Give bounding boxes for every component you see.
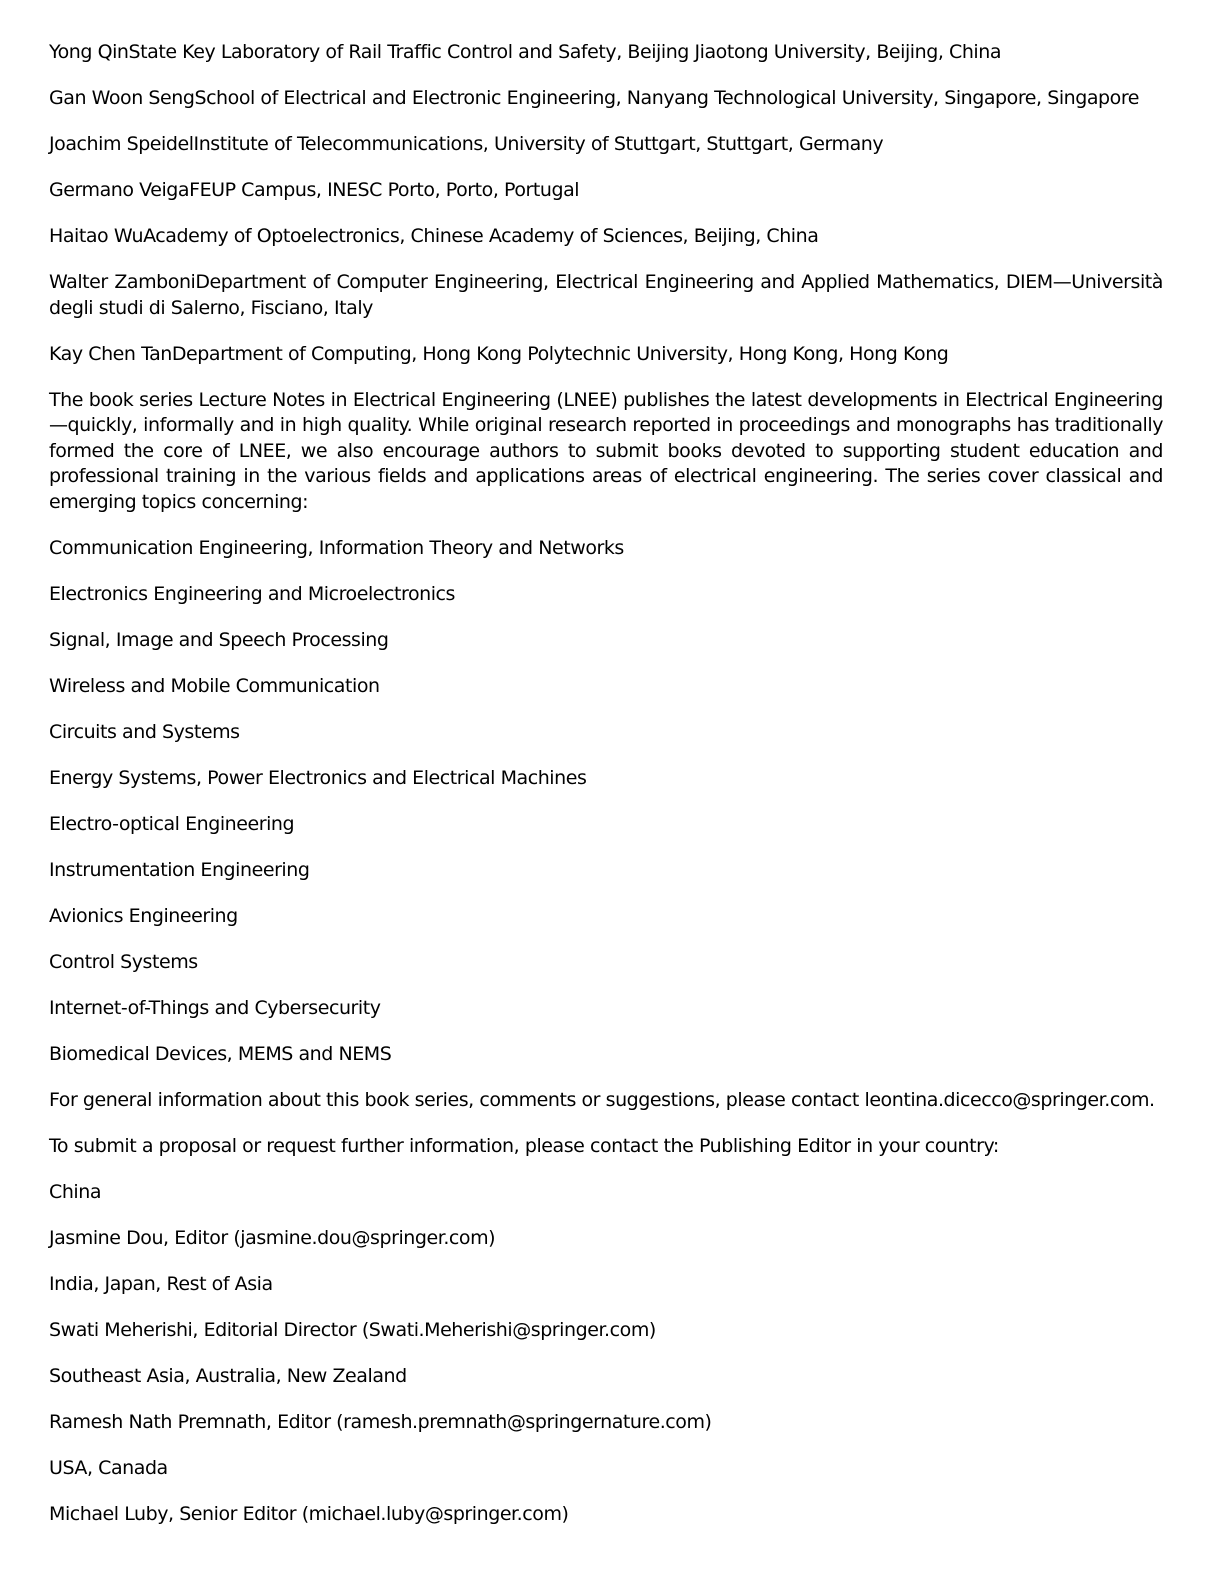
topic-item: Avionics Engineering [49, 904, 238, 927]
topic-item: Internet-of-Things and Cybersecurity [49, 996, 381, 1019]
topic-item: Control Systems [49, 950, 198, 973]
topic-item: Instrumentation Engineering [49, 858, 310, 881]
editor-affiliation-wu: Haitao WuAcademy of Optoelectronics, Chinese Academy of Sciences, Beijing, China [49, 225, 819, 247]
topic-item: Signal, Image and Speech Processing [49, 628, 389, 651]
editor-affiliation-speidel: Joachim SpeidelInstitute of Telecommunications, University of Stuttgart, Stuttgart, Germany [49, 133, 884, 155]
topic-item: Circuits and Systems [49, 720, 240, 743]
editor-affiliation-zamboni: Walter ZamboniDepartment of Computer Engineering, Electrical Engineering and Applied Mathematics, DIEM—Università degli studi di Salerno, Fisciano, Italy [49, 271, 1163, 319]
editor-affiliation-seng: Gan Woon SengSchool of Electrical and Electronic Engineering, Nanyang Technological University, Singapore, Singapore [49, 87, 1140, 109]
regional-editor: Michael Luby, Senior Editor (michael.luby@springer.com) [49, 1502, 569, 1525]
region-heading: USA, Canada [49, 1456, 168, 1479]
regional-editor: Ramesh Nath Premnath, Editor (ramesh.premnath@springernature.com) [49, 1410, 712, 1433]
document-page [49, 40, 1163, 1527]
topic-item: Wireless and Mobile Communication [49, 674, 380, 697]
topic-item: Communication Engineering, Information Theory and Networks [49, 536, 624, 559]
editor-affiliation-tan: Kay Chen TanDepartment of Computing, Hong Kong Polytechnic University, Hong Kong, Hong Kong [49, 342, 949, 365]
region-heading: Southeast Asia, Australia, New Zealand [49, 1364, 407, 1387]
region-heading: China [49, 1180, 102, 1203]
topic-item: Energy Systems, Power Electronics and Electrical Machines [49, 766, 587, 789]
region-heading: India, Japan, Rest of Asia [49, 1272, 273, 1295]
editor-affiliation-veiga: Germano VeigaFEUP Campus, INESC Porto, Porto, Portugal [49, 179, 580, 201]
topic-item: Biomedical Devices, MEMS and NEMS [49, 1042, 392, 1065]
general-contact-info: For general information about this book series, comments or suggestions, please contact leontina.dicecco@springer.com. [49, 1088, 1155, 1111]
regional-editor: Jasmine Dou, Editor (jasmine.dou@springer.com) [49, 1226, 496, 1249]
topic-item: Electro-optical Engineering [49, 812, 295, 835]
topic-item: Electronics Engineering and Microelectronics [49, 582, 455, 605]
regional-editor: Swati Meherishi, Editorial Director (Swati.Meherishi@springer.com) [49, 1318, 656, 1341]
editor-affiliation-qin: Yong QinState Key Laboratory of Rail Traffic Control and Safety, Beijing Jiaotong University, Beijing, China [49, 41, 1002, 63]
proposal-contact-info: To submit a proposal or request further information, please contact the Publishing Editor in your country: [49, 1134, 999, 1157]
series-description: The book series Lecture Notes in Electrical Engineering (LNEE) publishes the latest developments in Electrical Engineering—quickly, informally and in high quality. While original research reported in proceedings and monographs has traditionally formed the core of LNEE, we also encourage authors to submit books devoted to supporting student education and professional training in the various fields and applications areas of electrical engineering. The series cover classical and emerging topics concerning: [49, 388, 1163, 513]
